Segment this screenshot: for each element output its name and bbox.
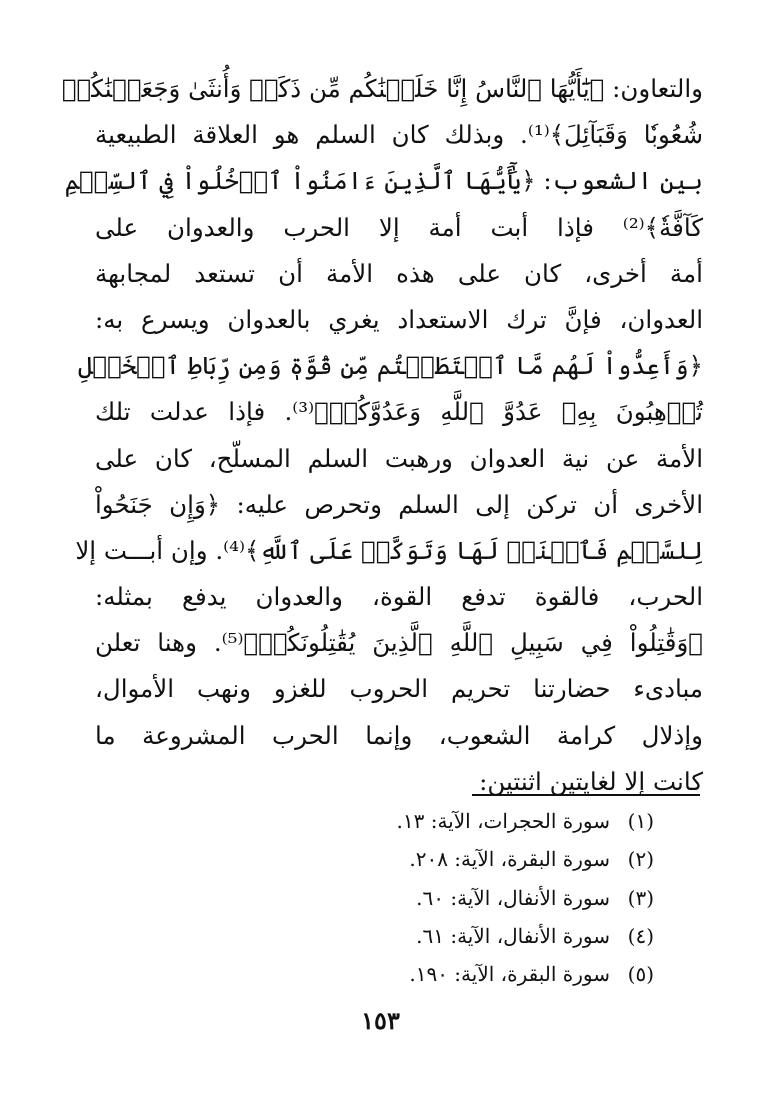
footnote-number: (٣) [627,885,654,910]
text-line: ﴿وَأَعِدُّواْ لَهُم مَّا ٱسۡتَطَعۡتُم مِّن قُوَّةٖ وَمِن رِّبَاطِ ٱلۡخَيۡلِ [78,351,703,381]
footnote-text: سورة الأنفال، الآية: ٦٠. [416,885,610,910]
text-line: كَآفَّةٗ﴾⁽²⁾ فإذا أبت أمة إلا الحرب والعدوان على [95,212,703,242]
footnote-number: (٤) [627,923,654,948]
page-number: ١٥٣ [361,1006,400,1035]
footnote-item [300,840,654,878]
text-line: لِلسَّلۡمِ فَٱجۡنَحۡ لَهَا وَتَوَكَّلۡ عَلَى ٱللَّهِ﴾⁽⁴⁾. وإن أبـــت إلا [75,535,703,565]
text-line: أمة أخرى، كان على هذه الأمة أن تستعد لمجابهة [95,258,703,288]
text-line: والتعاون: ﴿يَٰٓأَيُّهَا ٱلنَّاسُ إِنَّا خَلَقۡنَٰكُم مِّن ذَكَرٖ وَأُنثَىٰ وَجَعَلۡنَٰكُمۡ [61,74,703,103]
footnote-item [300,879,654,917]
text-line: العدوان، فإنَّ ترك الاستعداد يغري بالعدوان ويسرع به: [95,304,703,334]
text-line: الحرب، فالقوة تدفع القوة، والعدوان يدفع بمثله: [95,582,703,612]
footnote-number: (٢) [627,847,654,872]
footnote-text: سورة البقرة، الآية: ٢٠٨. [409,847,610,872]
text-line: بين الشعوب: ﴿يَٰٓأَيُّهَا ٱلَّذِينَ ءَامَنُواْ ٱدۡخُلُواْ فِي ٱلسِّلۡمِ [64,166,703,196]
text-line: الأخرى أن تركن إلى السلم وتحرص عليه: ﴿وَإِن جَنَحُواْ [95,489,703,519]
footnote-number: (١) [627,809,654,833]
footnote-item [300,802,654,840]
footnote-number: (٥) [627,962,654,987]
text-line: ﴿وَقَٰتِلُواْ فِي سَبِيلِ ٱللَّهِ ٱلَّذِينَ يُقَٰتِلُونَكُمۡ﴾⁽⁵⁾. وهنا تعلن [95,628,703,658]
text-line: كانت إلا لغايتين اثنتين: [479,766,703,796]
footnote-item [300,917,654,955]
main-text [61,66,703,805]
footnote-text: سورة الأنفال، الآية: ٦١. [416,923,610,948]
footnote-divider [472,794,700,796]
footnote-text: سورة الحجرات، الآية: ١٣. [396,809,610,833]
text-line: وإذلال كرامة الشعوب، وإنما الحرب المشروعة ما [95,720,703,750]
text-line: شُعُوبٗا وَقَبَآئِلَ﴾⁽¹⁾. وبذلك كان السلم هو العلاقة الطبيعية [95,120,703,150]
text-line: تُرۡهِبُونَ بِهِۦ عَدُوَّ ٱللَّهِ وَعَدُوَّكُمۡ﴾⁽³⁾. فإذا عدلت تلك [95,397,703,427]
text-line: الأمة عن نية العدوان ورهبت السلم المسلّح، كان على [95,443,703,473]
footnote-text: سورة البقرة، الآية: ١٩٠. [409,962,610,987]
footnotes [300,802,654,993]
text-line: مبادىء حضارتنا تحريم الحروب للغزو ونهب الأموال، [95,674,703,704]
footnote-item [300,955,654,993]
